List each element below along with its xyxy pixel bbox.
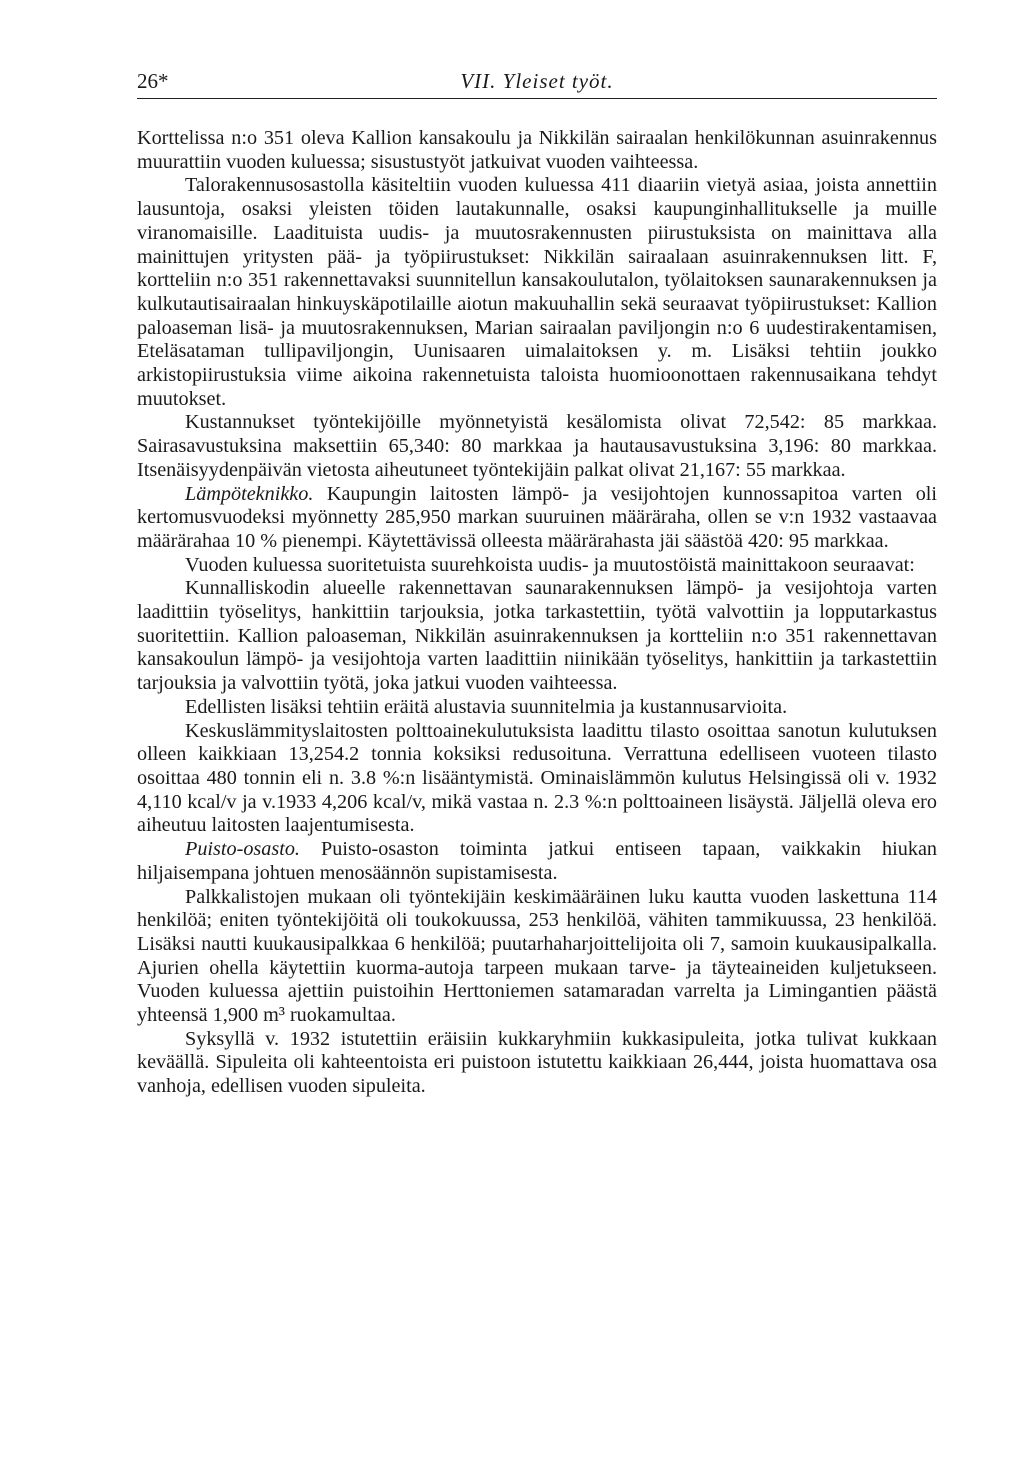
paragraph bbox=[137, 838, 937, 885]
section-heading-puisto-osasto: Puisto-osasto. bbox=[185, 838, 300, 861]
paragraph-text: Talorakennusosastolla käsiteltiin vuoden kuluessa 411 diaariin vietyä asiaa, joista annettiin lausuntoja, osaksi yleisten töiden lautakunnalle, osaksi kaupunginhallitukselle ja muille viranomaisille. Laadituista uudis- ja muutosrakennusten piirustuksista on mainittava alla mainittujen yritysten pää- ja työpiirustukset: Nikkilän sairaalaan asuinrakennuksen litt. F, kortteliin n:o 351 rakennettavaksi suunnitellun kansakoulutalon, työlaitoksen saunarakennuksen ja kulkutautisairaalan hinkuyskäpotilaille aiotun makuuhallin sekä seuraavat työpiirustukset: Kallion paloaseman lisä- ja muutosrakennuksen, Marian sairaalan paviljongin n:o 6 uudestirakentamisen, Eteläsataman tullipaviljongin, Uunisaaren uimalaitoksen y. m. Lisäksi tehtiin joukko arkistopiirustuksia viime aikoina rakennetuista taloista huomioonottaen rakennusaikana tehdyt muutokset. bbox=[137, 174, 937, 410]
paragraph-text: Kaupungin laitosten lämpö- ja vesijohtojen kunnossapitoa varten oli kertomusvuodeksi myönnetty 285,950 markan suuruinen määräraha, ollen se v:n 1932 vastaavaa määrärahaa 10 % pienempi. Käytettävissä olleesta määrärahasta jäi säästöä 420: 95 markkaa. bbox=[137, 482, 937, 552]
paragraph bbox=[137, 886, 937, 1028]
paragraph bbox=[137, 696, 937, 720]
paragraph-text: Kunnalliskodin alueelle rakennettavan saunarakennuksen lämpö- ja vesijohtoja varten laadittiin työselitys, hankittiin tarjouksia, jotka tarkastettiin, työtä valvottiin ja lopputarkastus suoritettiin. Kallion paloaseman, Nikkilän asuinrakennuksen ja kortteliin n:o 351 rakennettavan kansakoulun lämpö- ja vesijohtoja varten laadittiin niinikään työselitys, hankittiin ja tarkastettiin tarjouksia ja valvottiin työtä, joka jatkui vuoden vaihteessa. bbox=[137, 577, 937, 695]
page-header bbox=[137, 66, 937, 96]
paragraph-text: Keskuslämmityslaitosten polttoainekulutuksista laadittu tilasto osoittaa sanotun kulutuksen olleen kaikkiaan 13,254.2 tonnia koksiksi redusoituna. Verrattuna edelliseen vuoteen tilasto osoittaa 480 tonnin eli n. 3.8 %:n lisääntymistä. Ominaislämmön kulutus Helsingissä oli v. 1932 4,110 kcal/v ja v.1933 4,206 kcal/v, mikä vastaa n. 2.3 %:n polttoaineen lisäystä. Jäljellä oleva ero aiheutuu laitosten laajentumisesta. bbox=[137, 719, 937, 837]
paragraph bbox=[137, 554, 937, 578]
header-rule bbox=[137, 98, 937, 99]
paragraph-text: Puisto-osaston toiminta jatkui entiseen tapaan, vaikkakin hiukan hiljaisempana johtuen menosäännön supistamisesta. bbox=[137, 838, 937, 884]
paragraph-text: Korttelissa n:o 351 oleva Kallion kansakoulu ja Nikkilän sairaalan henkilökunnan asuinrakennus muurattiin vuoden kuluessa; sisustustyöt jatkuivat vuoden vaihteessa. bbox=[137, 127, 937, 173]
paragraph bbox=[137, 127, 937, 174]
paragraph-text: Syksyllä v. 1932 istutettiin eräisiin kukkaryhmiin kukkasipuleita, jotka tulivat kukkaan keväällä. Sipuleita oli kahteentoista eri puistoon istutettu kaikkiaan 26,444, joista huomattava osa vanhoja, edellisen vuoden sipuleita. bbox=[137, 1027, 937, 1098]
paragraph bbox=[137, 174, 937, 411]
page-number: 26* bbox=[137, 69, 169, 93]
paragraph bbox=[137, 577, 937, 696]
paragraph bbox=[137, 720, 937, 839]
paragraph bbox=[137, 1028, 937, 1099]
paragraph-text: Palkkalistojen mukaan oli työntekijäin keskimääräinen luku kautta vuoden laskettuna 114 henkilöä; eniten työntekijöitä oli toukokuussa, 253 henkilöä, vähiten tammikuussa, 23 henkilöä. Lisäksi nautti kuukausipalkkaa 6 henkilöä; puutarhaharjoittelijoita oli 7, samoin kuukausipalkalla. Ajurien ohella käytettiin kuorma-autoja tarpeen mukaan tarve- ja täyteaineiden kuljetukseen. Vuoden kuluessa ajettiin puistoihin Herttoniemen satamaradan varrelta ja Limingantien päästä yhteensä 1,900 m³ ruokamultaa. bbox=[137, 885, 937, 1027]
paragraph-text: Kustannukset työntekijöille myönnetyistä kesälomista olivat 72,542: 85 markkaa. Sairasavustuksina maksettiin 65,340: 80 markkaa ja hautausavustuksina 3,196: 80 markkaa. Itsenäisyydenpäivän vietosta aiheutuneet työntekijäin palkat olivat 21,167: 55 markkaa. bbox=[137, 411, 937, 481]
document-page bbox=[137, 66, 937, 1099]
section-heading-lampoteknikko: Lämpöteknikko. bbox=[185, 482, 314, 505]
body-text bbox=[137, 127, 937, 1099]
paragraph-text: Edellisten lisäksi tehtiin eräitä alustavia suunnitelmia ja kustannusarvioita. bbox=[185, 695, 788, 718]
running-title: VII. Yleiset työt. bbox=[460, 69, 614, 93]
paragraph bbox=[137, 411, 937, 482]
paragraph bbox=[137, 483, 937, 554]
paragraph-text: Vuoden kuluessa suoritetuista suurehkoista uudis- ja muutostöistä mainittakoon seuraavat: bbox=[185, 553, 915, 576]
